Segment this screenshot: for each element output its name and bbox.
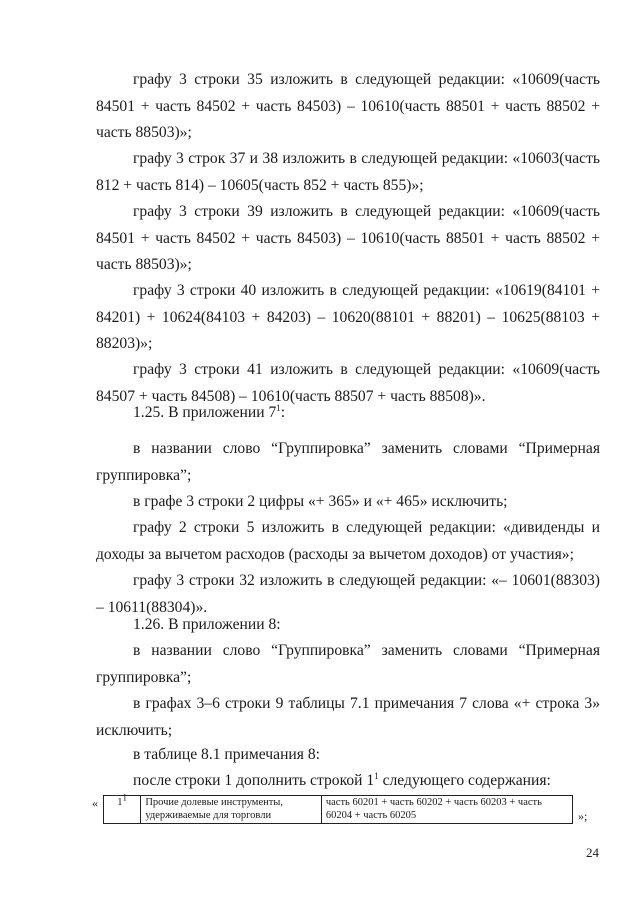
row-number-cell xyxy=(104,792,141,824)
inserted-row-block xyxy=(92,792,612,825)
paragraph-row-39: графу 3 строки 39 изложить в следующей редакции: «10609(часть 84501 + часть 84502 + часть 84503) – 10610(часть 88501 + часть 88502 + часть 88503)»; xyxy=(96,203,600,273)
row-number: 1 xyxy=(117,797,123,808)
section-1-25-prefix: 1.25. В приложении 7 xyxy=(133,404,277,421)
paragraph-row-41: графу 3 строки 41 изложить в следующей редакции: «10609(часть 84507 + часть 84508) – 10610(часть 88507 + часть 88508)». xyxy=(96,361,600,405)
paragraph-row-32: графу 3 строки 32 изложить в следующей редакции: «– 10601(88303) – 10611(88304)». xyxy=(96,572,600,616)
add-row-prefix: после строки 1 дополнить строкой 1 xyxy=(133,772,375,789)
paragraph-rows-37-38: графу 3 строк 37 и 38 изложить в следующей редакции: «10603(часть 812 + часть 814) – 10605(часть 852 + часть 855)»; xyxy=(96,150,600,194)
page-number: 24 xyxy=(586,845,599,860)
section-heading-1-25 xyxy=(96,400,600,427)
paragraph-row-5: графу 2 строки 5 изложить в следующей редакции: «дивиденды и доходы за вычетом расходов (расходы за вычетом доходов) от участия»; xyxy=(96,519,600,563)
paragraph-table-8-1: в таблице 8.1 примечания 8: xyxy=(133,746,320,763)
paragraph-title-rename-8: в названии слово “Группировка” заменить словами “Примерная группировка”; xyxy=(96,642,600,686)
paragraph-title-rename-7: в названии слово “Группировка” заменить словами “Примерная группировка”; xyxy=(96,440,600,484)
section-1-25-sup: 1 xyxy=(276,402,281,413)
section-heading-1-26: 1.26. В приложении 8: xyxy=(133,616,281,633)
add-row-suffix: следующего содержания: xyxy=(378,772,551,789)
paragraph-table-7-1: в графах 3–6 строки 9 таблицы 7.1 примечания 7 слова «+ строка 3» исключить; xyxy=(96,695,600,739)
section-1-25-suffix: : xyxy=(280,404,286,421)
add-row-sup: 1 xyxy=(374,770,379,781)
insert-quote-open: « xyxy=(92,796,98,810)
inserted-row-table xyxy=(103,792,573,824)
table-row xyxy=(104,796,573,824)
paragraph-add-row xyxy=(96,768,600,795)
row-formula-cell: часть 60201 + часть 60202 + часть 60203 + часть 60204 + часть 60205 xyxy=(321,796,572,824)
row-name-cell: Прочие долевые инструменты, удерживаемые для торговли xyxy=(141,796,322,824)
paragraph-row-40: графу 3 строки 40 изложить в следующей редакции: «10619(84101 + 84201) + 10624(84103 + 84203) – 10620(88101 + 88201) – 10625(88103 + 88203)»; xyxy=(96,282,600,352)
paragraph-row-35: графу 3 строки 35 изложить в следующей редакции: «10609(часть 84501 + часть 84502 + часть 84503) – 10610(часть 88501 + часть 88502 + часть 88503)»; xyxy=(96,71,600,141)
insert-quote-close: »; xyxy=(578,809,588,823)
row-number-sup: 1 xyxy=(122,792,128,803)
paragraph-row-2: в графе 3 строки 2 цифры «+ 365» и «+ 465» исключить; xyxy=(133,493,508,510)
